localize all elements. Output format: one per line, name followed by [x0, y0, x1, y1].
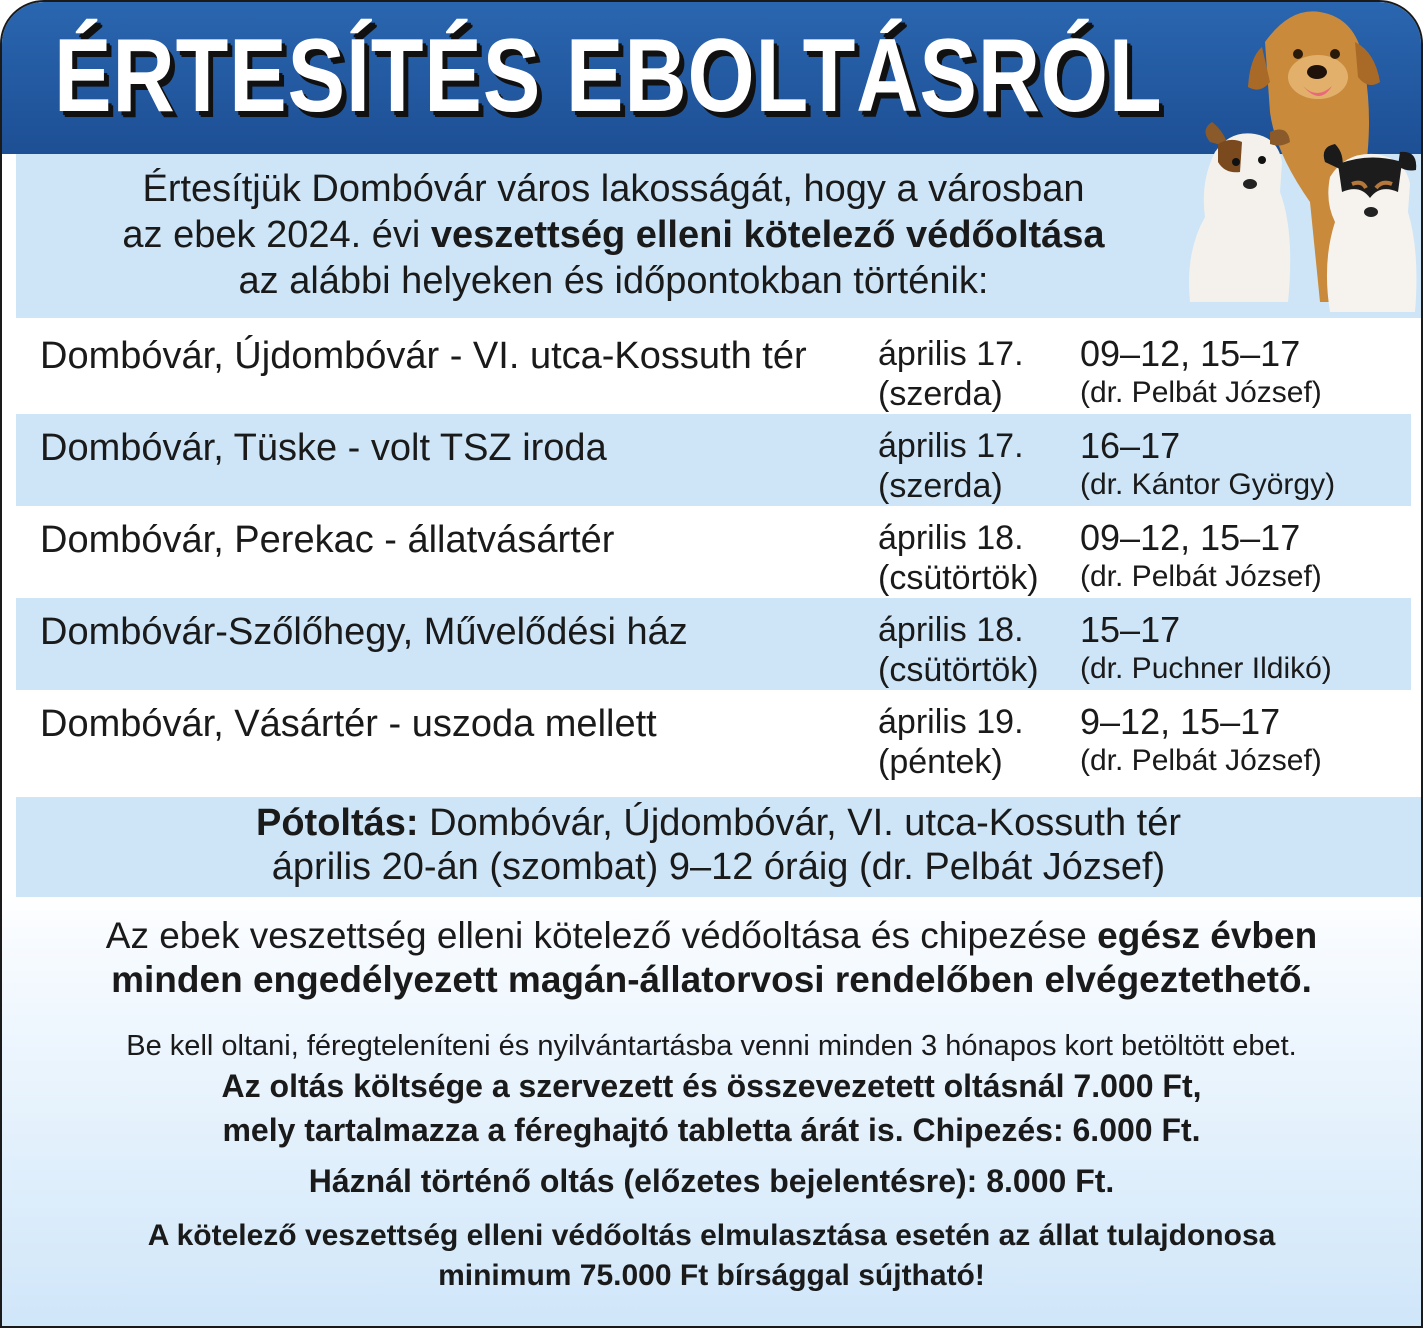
- schedule-row: [16, 598, 1411, 690]
- row-day: (szerda): [878, 467, 1003, 505]
- row-hours: 09–12, 15–17: [1080, 333, 1301, 374]
- dogs-photo-icon: [1170, 2, 1423, 322]
- row-date: [878, 518, 1068, 598]
- row-date: [878, 426, 1068, 506]
- row-date-text: április 18.: [878, 611, 1024, 649]
- info-paragraph-1: [2, 914, 1421, 1002]
- cost-line-2: mely tartalmazza a féreghajtó tabletta árát is. Chipezés: 6.000 Ft.: [222, 1112, 1201, 1148]
- makeup-line-1: Dombóvár, Újdombóvár, VI. utca-Kossuth tér: [418, 802, 1181, 844]
- row-day: (csütörtök): [878, 651, 1039, 689]
- row-time: [1080, 426, 1335, 504]
- row-vet: (dr. Puchner Ildikó): [1080, 652, 1332, 685]
- row-time: [1080, 518, 1322, 596]
- info-p1-bold-1: egész évben: [1097, 915, 1318, 956]
- page-title: ÉRTESÍTÉS EBOLTÁSRÓL: [54, 18, 1163, 134]
- row-day: (péntek): [878, 743, 1003, 781]
- info-p1-plain: Az ebek veszettség elleni kötelező védőoltása és chipezése: [105, 915, 1098, 956]
- row-date: [878, 334, 1068, 414]
- row-date-text: április 17.: [878, 335, 1024, 373]
- row-date: [878, 702, 1068, 782]
- row-place: Dombóvár-Szőlőhegy, Művelődési ház: [40, 611, 688, 653]
- intro-line-1: Értesítjük Dombóvár város lakosságát, hogy a városban: [142, 168, 1085, 210]
- row-time: [1080, 610, 1332, 688]
- row-place: Dombóvár, Újdombóvár - VI. utca-Kossuth tér: [40, 335, 807, 377]
- row-place: Dombóvár, Perekac - állatvásártér: [40, 519, 615, 561]
- schedule-table: [16, 322, 1411, 782]
- intro-line-3: az alábbi helyeken és időpontokban történik:: [238, 260, 989, 302]
- fine-notice: [2, 1216, 1421, 1296]
- home-vaccination-cost: Háznál történő oltás (előzetes bejelentésre): 8.000 Ft.: [308, 1163, 1115, 1199]
- row-date-text: április 18.: [878, 519, 1024, 557]
- row-date-text: április 17.: [878, 427, 1024, 465]
- row-vet: (dr. Pelbát József): [1080, 376, 1322, 409]
- cost-line-1: Az oltás költsége a szervezett és összevezetett oltásnál 7.000 Ft,: [221, 1068, 1202, 1104]
- row-day: (szerda): [878, 375, 1003, 413]
- row-vet: (dr. Pelbát József): [1080, 744, 1322, 777]
- info-p1-bold-2: minden engedélyezett magán-állatorvosi rendelőben elvégeztethető.: [111, 959, 1312, 1000]
- intro-line-2: az ebek 2024. évi: [122, 214, 431, 256]
- row-time: [1080, 334, 1322, 412]
- row-hours: 16–17: [1080, 425, 1181, 466]
- row-place: Dombóvár, Vásártér - uszoda mellett: [40, 703, 657, 745]
- row-place: Dombóvár, Tüske - volt TSZ iroda: [40, 427, 607, 469]
- intro-line-2-bold: veszettség elleni kötelező védőoltása: [430, 214, 1105, 256]
- info-requirement: Be kell oltani, féregteleníteni és nyilvántartásba venni minden 3 hónapos kort betöltött ebet.: [126, 1030, 1297, 1062]
- row-vet: (dr. Pelbát József): [1080, 560, 1322, 593]
- row-hours: 09–12, 15–17: [1080, 517, 1301, 558]
- info-section: [2, 914, 1421, 1296]
- row-date: [878, 610, 1068, 690]
- row-date-text: április 19.: [878, 703, 1024, 741]
- row-day: (csütörtök): [878, 559, 1039, 597]
- fine-line-1: A kötelező veszettség elleni védőoltás elmulasztása esetén az állat tulajdonosa: [147, 1219, 1276, 1252]
- intro-text: [16, 166, 1211, 304]
- makeup-vaccination: [16, 797, 1421, 897]
- schedule-row: [16, 322, 1411, 414]
- schedule-row: [16, 414, 1411, 506]
- row-vet: (dr. Kántor György): [1080, 468, 1336, 501]
- fine-line-2: minimum 75.000 Ft bírsággal sújtható!: [438, 1259, 985, 1292]
- makeup-label: Pótoltás:: [255, 802, 419, 844]
- row-hours: 9–12, 15–17: [1080, 701, 1281, 742]
- row-time: [1080, 702, 1322, 780]
- schedule-row: [16, 690, 1411, 782]
- row-hours: 15–17: [1080, 609, 1181, 650]
- makeup-line-2: április 20-án (szombat) 9–12 óráig (dr. Pelbát József): [271, 846, 1166, 888]
- schedule-row: [16, 506, 1411, 598]
